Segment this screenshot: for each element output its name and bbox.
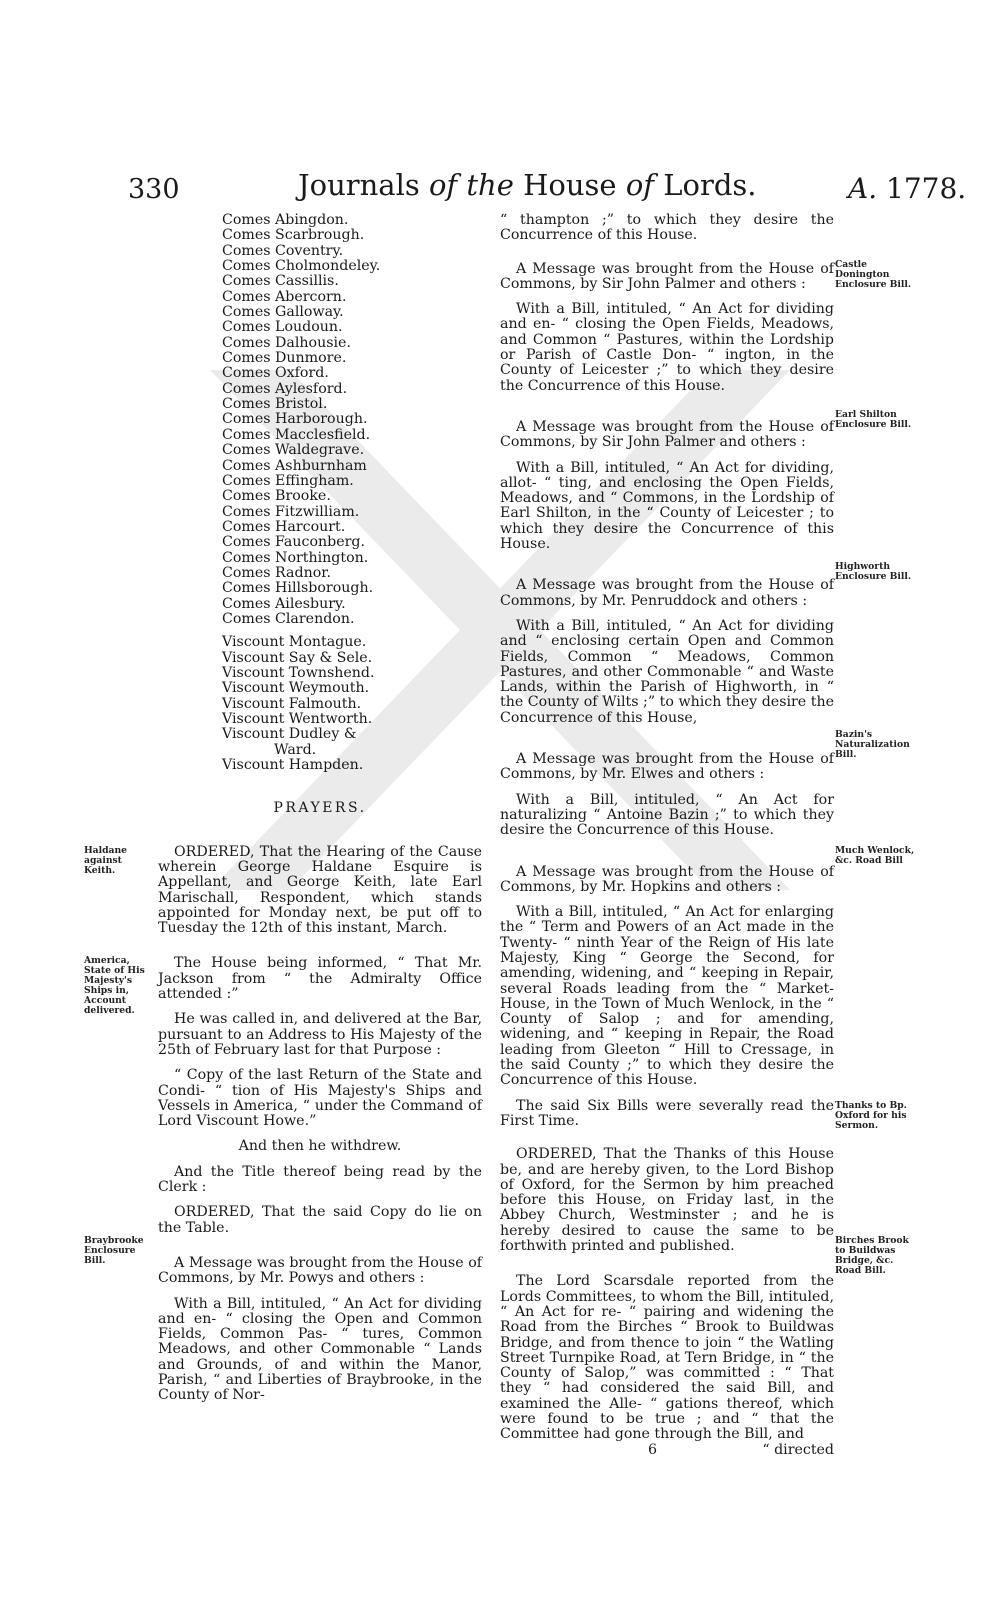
margin-note-birches-brook: Birches Brook to Buildwas Bridge, &c. Road Bill. [835, 1235, 909, 1276]
peer-entry: Comes Cholmondeley. [222, 258, 381, 275]
year: A. 1778. [848, 172, 967, 205]
highworth-message: A Message was brought from the House of Commons, by Mr. Penruddock and others : [500, 577, 834, 609]
peer-entry: Comes Galloway. [222, 304, 344, 321]
peer-entry: Viscount Hampden. [222, 757, 364, 774]
page-number: 330 [128, 174, 180, 205]
peer-entry: Comes Aylesford. [222, 380, 348, 397]
peer-entry: Comes Northington. [222, 549, 369, 566]
peer-entry: Comes Brooke. [222, 488, 331, 505]
prayers-heading: PRAYERS. [273, 800, 367, 817]
peer-entry: Comes Dunmore. [222, 350, 347, 367]
haldane-order: ORDERED, That the Hearing of the Cause wherein George Haldane Esquire is Appellant, and George Keith, late Earl Marischall, Respondent, which stands appointed for Monday next, be put off to Tuesday the 12th of this instant, March. [158, 843, 482, 937]
copy-lie-order: ORDERED, That the said Copy do lie on the Table. [158, 1204, 482, 1236]
margin-note-braybrooke: Braybrooke Enclosure Bill. [84, 1235, 144, 1266]
peer-entry: Comes Ashburnham [222, 457, 367, 474]
peer-entry: Comes Loudoun. [222, 319, 343, 336]
peer-entry: Comes Bristol. [222, 396, 328, 413]
peer-entry: Comes Fitzwilliam. [222, 503, 360, 520]
catchword: “ directed [762, 1441, 834, 1458]
highworth-bill: With a Bill, intituled, “ An Act for dividing and “ enclosing certain Open and Common Fields, Common “ Meadows, Common Pastures, and other Commonable “ and Waste Lands, within the Parish of Highworth, in “ the County of Wilts ;” to which they desire the Concurrence of this House, [500, 617, 834, 726]
margin-note-bazin: Bazin's Naturalization Bill. [835, 729, 910, 760]
margin-note-castle-donington: Castle Donington Enclosure Bill. [835, 259, 912, 290]
margin-note-much-wenlock: Much Wenlock, &c. Road Bill [835, 845, 915, 866]
peer-entry: Comes Waldegrave. [222, 442, 365, 459]
peer-entry: Viscount Say & Sele. [222, 649, 373, 666]
peer-entry: Viscount Montague. [222, 634, 367, 651]
ships-copy-title: “ Copy of the last Return of the State and Condi- “ tion of His Majesty's Ships and Vessels in America, “ under the Command of Lord Viscount Howe.” [158, 1067, 482, 1130]
peer-entry: Viscount Townshend. [222, 664, 375, 681]
peer-entry: Comes Coventry. [222, 242, 344, 259]
peer-entry: Comes Abingdon. [222, 212, 349, 228]
margin-note-america: America, State of His Majesty's Ships in, Account delivered. [84, 955, 145, 1016]
peer-entry: Comes Dalhousie. [222, 334, 351, 351]
peer-entry: Comes Radnor. [222, 564, 331, 581]
earl-shilton-bill: With a Bill, intituled, “ An Act for dividing, allot- “ ting, and enclosing the Open Fields, Meadows, and “ Commons, in the Lordship of Earl Shilton, in the “ County of Leicester ; to which they desire the Concurrence of this House. [500, 459, 834, 553]
left-column [158, 213, 482, 1404]
peer-entry: Comes Oxford. [222, 365, 329, 382]
peer-entry: Comes Ailesbury. [222, 595, 346, 612]
much-wenlock-bill: With a Bill, intituled, “ An Act for enlarging the “ Term and Powers of an Act made in the Twenty- “ ninth Year of the Reign of His late Majesty, King “ George the Second, for amending, widening, and “ keeping in Repair, several Roads leading from the “ Market-House, in the Town of Much Wenlock, in the “ County of Salop ; and for amending, widening, and “ keeping in Repair, the Road leading from Gleeton “ Hill to Cressage, in the said County ;” to which they desire the Concurrence of this House. [500, 904, 834, 1089]
peer-entry: Comes Effingham. [222, 472, 354, 489]
page-footer [500, 1443, 834, 1461]
thanks-order: ORDERED, That the Thanks of this House be, and are hereby given, to the Lord Bishop of Oxford, for the Sermon by him preached before this House, on Friday last, in the Abbey Church, Westminster ; and he is hereby desired to cause the same to be forthwith printed and published. [500, 1146, 834, 1255]
peer-entry: Comes Hillsborough. [222, 580, 374, 597]
peer-entry: Ward. [274, 741, 317, 758]
peer-entry: Comes Clarendon. [222, 610, 355, 627]
right-column [500, 213, 834, 1461]
margin-note-highworth: Highworth Enclosure Bill. [835, 561, 912, 582]
title-read-text: And the Title thereof being read by the Clerk : [158, 1163, 482, 1196]
peer-entry: Viscount Dudley & [222, 726, 357, 743]
castle-donington-bill: With a Bill, intituled, “ An Act for dividing and en- “ closing the Open Fields, Meadows, and Common “ Pastures, within the Lordship or Parish of Castle Don- “ ington, in the County of Leicester ;” to which they desire the Concurrence of this House. [500, 301, 834, 394]
braybrooke-bill-continued: “ thampton ;” to which they desire the Concurrence of this House. [500, 212, 834, 244]
six-bills-read: The said Six Bills were severally read the First Time. [500, 1097, 834, 1129]
much-wenlock-message: A Message was brought from the House of Commons, by Mr. Hopkins and others : [500, 863, 834, 895]
peer-entry: Comes Harcourt. [222, 518, 346, 535]
scarsdale-report: The Lord Scarsdale reported from the Lords Committees, to whom the Bill, intituled, “ An Act for re- “ pairing and widening the Road from the Birches “ Brook to Buildwas Bridge, and from thence to join “ the Watling Street Turnpike Road, at Tern Bridge, in “ the County of Salop,” was committed : “ That they “ had considered the said Bill, and examined the Alle- “ gations thereof, which were found to be true ; and “ that the Committee had gone through the Bill, and [500, 1273, 834, 1443]
margin-note-earl-shilton: Earl Shilton Enclosure Bill. [835, 409, 912, 430]
page-header [0, 168, 992, 208]
peer-entry: Comes Macclesfield. [222, 426, 371, 443]
peer-entry: Comes Scarbrough. [222, 227, 365, 244]
journal-title: Journals of the House of Lords. [298, 168, 757, 202]
bazin-bill: With a Bill, intituled, “ An Act for naturalizing “ Antoine Bazin ;” to which they desire the Concurrence of this House. [500, 791, 834, 839]
peer-entry: Comes Harborough. [222, 411, 368, 428]
jackson-informed: The House being informed, “ That Mr. Jackson from “ the Admiralty Office attended :” [158, 955, 482, 1003]
jackson-called-in: He was called in, and delivered at the Bar, pursuant to an Address to His Majesty of the 25th of February last for that Purpose : [158, 1011, 482, 1058]
earl-shilton-message: A Message was brought from the House of Commons, by Sir John Palmer and others : [500, 418, 834, 451]
peer-entry: Viscount Wentworth. [222, 711, 373, 727]
margin-note-haldane: Haldane against Keith. [84, 845, 128, 876]
braybrooke-bill: With a Bill, intituled, “ An Act for dividing and en- “ closing the Open and Common Fields, Common Pas- “ tures, Common Meadows, and other Commonable “ Lands and Grounds, of and within the Manor, Parish, “ and Liberties of Braybrooke, in the County of Nor- [158, 1295, 482, 1404]
signature-mark: 6 [648, 1441, 658, 1458]
peer-entry: Comes Abercorn. [222, 288, 347, 305]
castle-donington-message: A Message was brought from the House of Commons, by Sir John Palmer and others : [500, 260, 834, 292]
margin-note-thanks: Thanks to Bp. Oxford for his Sermon. [835, 1100, 907, 1131]
withdrew-text: And then he withdrew. [238, 1138, 402, 1155]
peer-entry: Comes Cassillis. [222, 273, 339, 290]
peers-list [222, 213, 482, 773]
peer-entry: Viscount Weymouth. [222, 680, 370, 697]
bazin-message: A Message was brought from the House of Commons, by Mr. Elwes and others : [500, 751, 834, 783]
braybrooke-message: A Message was brought from the House of Commons, by Mr. Powys and others : [158, 1254, 482, 1287]
peer-entry: Viscount Falmouth. [222, 695, 362, 712]
peer-entry: Comes Fauconberg. [222, 534, 365, 551]
